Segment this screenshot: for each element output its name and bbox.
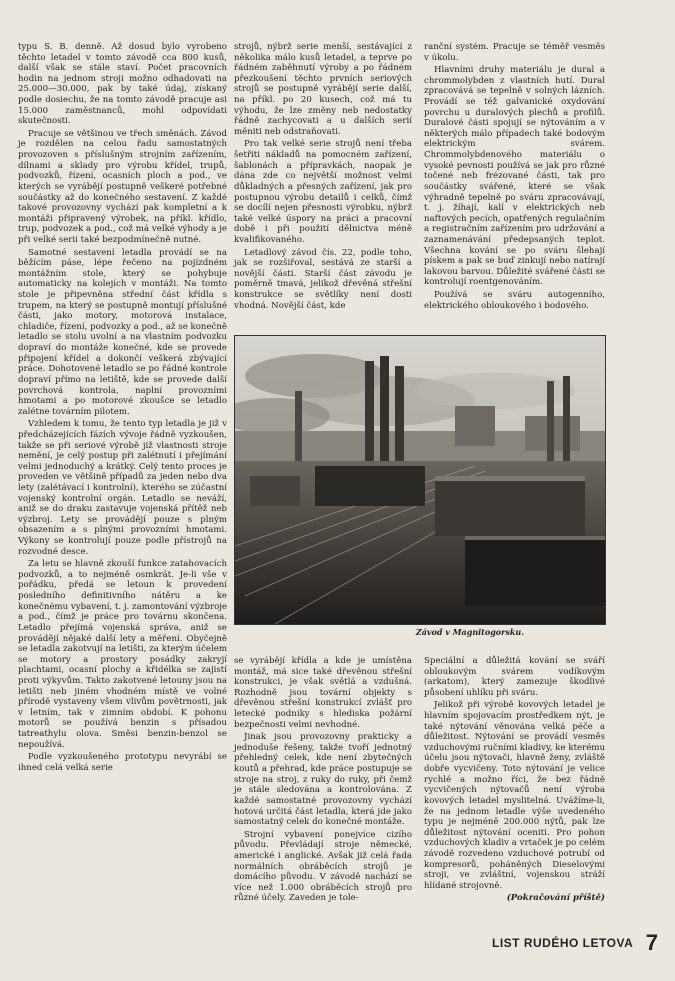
photo-caption: Závod v Magnitogorsku. [415, 627, 524, 637]
paragraph: typu S. B. denně. Až dosud bylo vyrobeno těchto letadel v tomto závodě cca 800 kusů, další však se stále staví. Počet pracovních hodin na jednom stroji možno odhadovati na 25.000—30.000, pak by také údaj, získaný podle dosiechu, že na tomto závodě pracuje asi 15.000 zaměstnanců, mohl odpovídati skutečnosti. [18, 42, 227, 127]
column-right-bottom [424, 656, 605, 906]
paragraph: Letadlový závod čís. 22, podle toho, jak se rozšiřoval, sestává ze starší a novější části. Starší část závodu je poměrně tmavá, jelikož dřevěná střešní konstrukce se světlíky není dosti vhodná. Novější část, kde [234, 247, 412, 311]
factory-illustration [235, 336, 605, 624]
paragraph: Používá se sváru autogenního, elektrického obloukového i bodového. [424, 290, 605, 311]
magazine-title: LIST RUDÉHO LETOVA [492, 936, 634, 950]
paragraph: ranční systém. Pracuje se téměř vesměs v úkolu. [424, 42, 605, 63]
continued-note: (Pokračování příště) [506, 893, 605, 904]
column-middle-top [234, 42, 412, 313]
paragraph: Pro tak velké serie strojů není třeba šetřiti nákladů na pomocném zařízení, šablonách a přípravkách, naopak je dána zde co největší možnost velmi důkladných a přesných zařízení, jak pro postupnou výrobu detailů i celků, čímž se docílí nejen přesnosti výrobku, nýbrž také velké úspory na práci a pracovní době i při použití dělnictva méně kvalifikovaného. [234, 139, 412, 245]
page-footer [492, 930, 658, 956]
paragraph: Jinak jsou provozovny prakticky a jednoduše řešeny, takže tvoří jednotný přehledný celek, kde není zbytečných koutů a přehrad, kde práce postupuje se stroje na stroj, z ruky do ruky, při čemž je stále sledována a kontrolována. Z každé samostatné provozovny vychází hotová určitá část letadla, která jde jako samostatný celek do konečné montáže. [234, 732, 412, 828]
paragraph: se vyrábějí křídla a kde je umístěna montáž, má sice také dřevěnou střešní konstrukci, je však světlá a vzdušná. Rozhodně jsou tovární objekty s dřevěnou střešní konstrukcí zvlášť pro letecké podniky s hlediska požární bezpečnosti velmi nevhodné. [234, 656, 412, 730]
paragraph: Vzhledem k tomu, že tento typ letadla je již v předcházejících fázích vývoje řádně vyzkoušen, takže se při seriové výrobě již vlastnosti stroje nemění, je celý postup při zalétnutí i přejímání velmi jednoduchý a krátký. Celý tento proces je proveden ve většině případů za jeden nebo dva lety (zalétávací i kontrolní), kterého se zúčastní vojenský kontrolní orgán. Letadlo se neváží, aniž se do draku zastavuje vojenská přítěž neb výzbroj. Lety se provádějí pouze s plným obsazením a s plnými provozními hmotami. Výkony se kontrolují pouze podle přístrojů na rozvodné desce. [18, 419, 227, 557]
paragraph: Podle vyzkoušeného prototypu nevyrábí se ihned celá velká serie [18, 752, 227, 773]
factory-photo [234, 335, 606, 625]
paragraph: Jelikož při výrobě kovových letadel je hlavním spojovacím prostředkem nýt, je také nýtování věnována velká péče a důležitost. Nýtování se provádí vesměs vzduchovými ručními kladivy, ke kterému účelu jsou nýtovači, hlavně ženy, zvláště dobře vycvičeny. Toto nýtování je velice rychlé a možno říci, že bez řádně vycvičených nýtovačů není výroba kovových letadel myslitelná. Uvážíme-li, že na jednom letadle výše uvedeného typu je nejméně 200.000 nýtů, pak lze důležitost nýtování oceniti. Pro pohon vzduchových kladiv a vrtaček je po celém závodě rozvedeno vzduchové potrubí od kompresorů, poháněných Dieselovými stroji, ve zvláštní, vojenskou stráží hlídané strojovně. [424, 700, 605, 891]
paragraph: Strojní vybavení ponejvíce cizího původu. Převládají stroje německé, americké i anglické. Avšak již celá řada normálních obráběcích strojů je domácího původu. V závodě nachází se více než 1.000 obráběcích strojů pro různé účely. Zaveden je tole- [234, 829, 412, 904]
column-right-top [424, 42, 605, 313]
paragraph: Hlavními druhy materiálu je dural a chrommolybden z vlastních hutí. Dural zpracovává se tepelně v solných lázních. Provádí se též galvanické oxydování povrchu u duralových plechů a profilů. Duralové části spojují se nýtováním a v některých málo případech také bodovým elektrickým svárem. Chrommolybdenového materiálu o vysoké pevnosti používá se jak pro různé točené neb frézované části, tak pro součástky svářené, které se však výhradně tepelně po sváru zpracovávají, t. j. žíhají, kalí v elektrických neb naftových pecích, opatřených regulačním a registračním zařízením pro udržování a zaznamenávání předepsaných teplot. Všechna kování se po sváru šlehají pískem a pak se buď zinkují nebo natírají lakovou barvou. Důležité svářené části se kontrolují roentgenováním. [424, 65, 605, 288]
paragraph: Pracuje se většinou ve třech směnách. Závod je rozdělen na celou řadu samostatných provozoven s příslušným strojním zařízením, dílnami a sklady pro výrobu křídel, trupů, podvozků, řízení, ocasních ploch a pod., ve kterých se vyrábějí postupně veškeré potřebné součástky až do konečného sestavení. Z každé takové provozovny vychází pak kompletní a k montáži připravený výrobek, na příkl. křídlo, trup, podvozek a pod., což má velké výhody a je při velké serii také bezpodmínečně nutné. [18, 128, 227, 245]
paragraph: strojů, nýbrž serie menší, sestávající z několika málo kusů letadel, a teprve po řádném zaběhnutí výroby a po řádném přezkoušení těchto prvních seriových strojů se postupně vyrábějí serie další, na příkl. po 20 kusech, což má tu výhodu, že lze změny neb nedostatky řádně zachycovati a u dalších serií měniti neb odstraňovati. [234, 42, 412, 137]
paragraph: Za letu se hlavně zkouší funkce zatahovacích podvozků, a to nejméně osmkrát. Je-li vše v pořádku, předá se letoun k provedení posledního definitivního nátěru a ke konečnému vybavení, t. j. zamontování výzbroje a pod., čímž je práce pro továrnu skončena. Letadlo přejímá vojenská správa, aniž se provádějí nějaké další lety a měření. Obyčejně se letadla zakotvují na letišti, za kterým účelem se motory a prostory posádky zakryjí plachtami, ocasní plochy a křidélka se zajistí proti výkyvům. Takto zakotvené letouny jsou na letišti neb jiném vhodném místě ve volné přírodě vystaveny všem vlivům povětrnosti, jak v letním, tak v zimním období. K pohonu motorů se používá benzin s přísadou tatreathylu olova. Směsi benzin-benzol se nepoužívá. [18, 559, 227, 750]
column-middle-bottom [234, 656, 412, 906]
paragraph: Samotné sestavení letadla provádí se na běžícím páse, lépe řečeno na pojízdném montážním stole, který se pohybuje automaticky na kolejích v montáži. Na tomto stole je připevněna střední část křídla s trupem, na který se postupně montují příslušné části, jako motory, motorová instalace, chladiče, řízení, podvozky a pod., až se konečně letadlo se stolu uvolní a na vlastním podvozku dopraví do montáže konečné, kde se provede připojení křídel a dokončí veškerá zbývající práce. Dohotovené letadlo se po řádné kontrole dopraví přímo na letiště, kde se provede další povrchová kontrola, naplní provozními hmotami a po motorové zkoušce se letadlo zalétne továrním pilotem. [18, 247, 227, 417]
paragraph: Speciální a důležitá kování se sváří obloukovým svárem vodíkovým (arkatom), který zamezuje škodlivé působení uhlíku při sváru. [424, 656, 605, 698]
page-number: 7 [645, 930, 658, 955]
column-left [18, 42, 227, 775]
